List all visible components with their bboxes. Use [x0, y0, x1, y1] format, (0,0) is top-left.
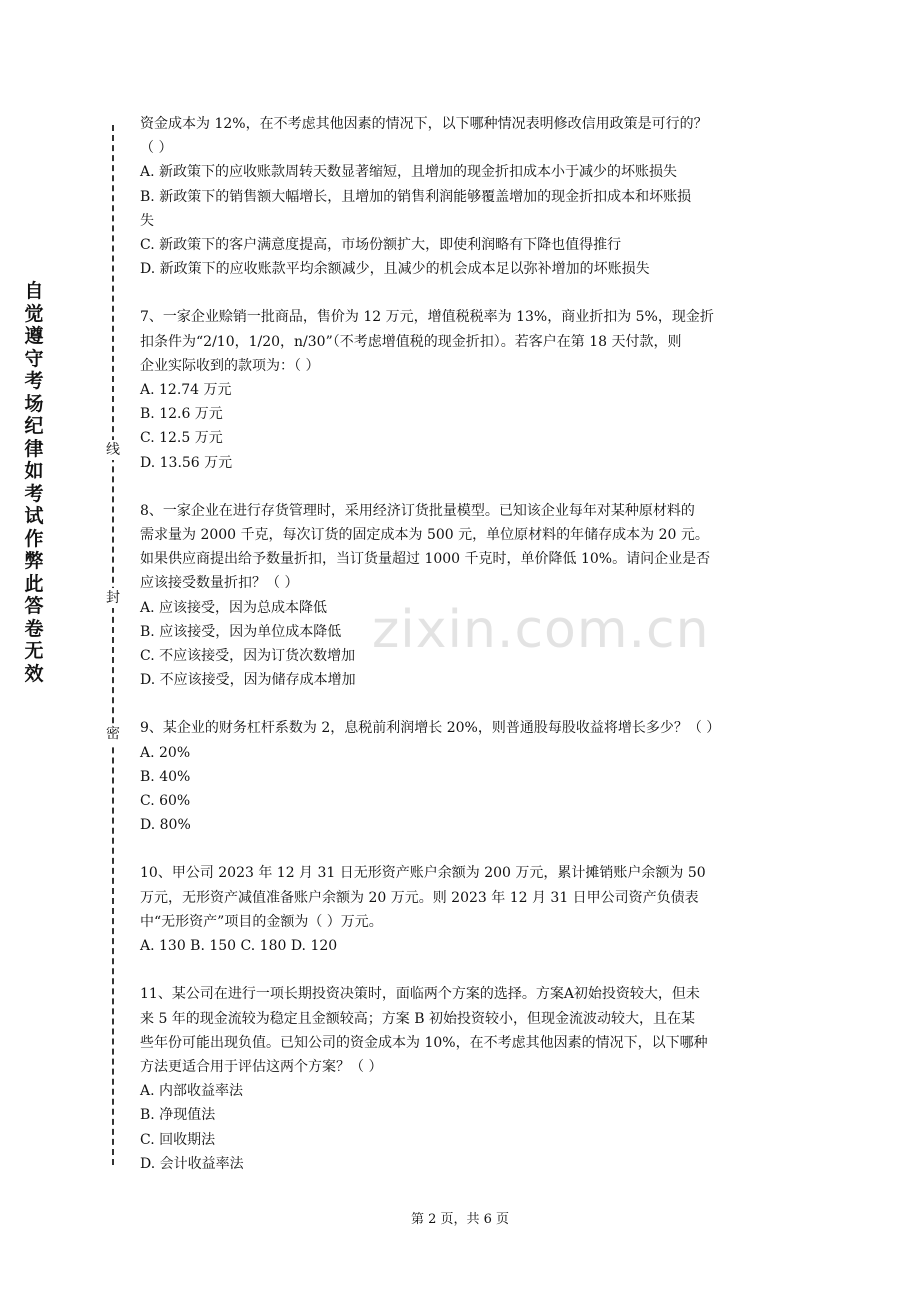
question-stem-line: 如果供应商提出给予数量折扣，当订货量超过 1000 千克时，单价降低 10%。请问企业是否 [140, 551, 711, 568]
answer-option: C. 新政策下的客户满意度提高，市场份额扩大，即使利润略有下降也值得推行 [140, 237, 622, 254]
question-block [140, 861, 790, 958]
warning-char: 纪 [24, 415, 44, 437]
seal-binding-line [112, 125, 114, 1165]
question-stem-line: 来 5 年的现金流较为稳定且金额较高；方案 B 初始投资较小，但现金流波动较大，且在某 [140, 1010, 695, 1027]
answer-option: D. 13.56 万元 [140, 454, 233, 471]
question-stem-line: 资金成本为 12%，在不考虑其他因素的情况下，以下哪种情况表明修改信用政策是可行的？ [140, 116, 708, 132]
answer-option: B. 新政策下的销售额大幅增长，且增加的销售利润能够覆盖增加的现金折扣成本和坏账损 [140, 188, 692, 205]
question-stem-line: 9、某企业的财务杠杆系数为 2，息税前利润增长 20%，则普通股每股收益将增长多少？（ ） [140, 720, 721, 737]
warning-char: 场 [24, 392, 44, 415]
question-stem-line: 些年份可能出现负值。已知公司的资金成本为 10%，在不考虑其他因素的情况下，以下哪种 [140, 1034, 708, 1051]
answer-option: C. 不应该接受，因为订货次数增加 [140, 648, 356, 665]
question-stem-line: 万元，无形资产减值准备账户余额为 20 万元。则 2023 年 12 月 31 日甲公司资产负债表 [140, 889, 699, 906]
answer-option: B. 40% [140, 768, 191, 785]
answer-option: A. 应该接受，因为总成本降低 [140, 599, 328, 616]
answer-option: D. 会计收益率法 [140, 1155, 244, 1172]
page-footer: 第 2 页，共 6 页 [410, 1212, 510, 1227]
answer-option: 失 [140, 212, 154, 229]
answer-option: C. 12.5 万元 [140, 430, 223, 447]
question-stem-line: 企业实际收到的款项为：（ ） [140, 357, 320, 374]
answer-option: A. 内部收益率法 [140, 1083, 244, 1100]
warning-char: 试 [24, 505, 44, 527]
warning-char: 如 [24, 460, 44, 482]
answer-option: D. 不应该接受，因为储存成本增加 [140, 672, 356, 689]
warning-char: 卷 [24, 617, 44, 640]
answer-option: D. 新政策下的应收账款平均余额减少，且减少的机会成本足以弥补增加的坏账损失 [140, 261, 650, 278]
question-stem-line: 中“无形资产”项目的金额为（ ）万元。 [140, 913, 383, 930]
answer-option: B. 应该接受，因为单位成本降低 [140, 623, 342, 640]
answer-option: C. 60% [140, 793, 191, 810]
warning-char: 考 [24, 482, 44, 505]
seal-label-line: 线 [103, 440, 123, 460]
exam-discipline-warning [22, 280, 46, 685]
question-stem-line: 11、某公司在进行一项长期投资决策时，面临两个方案的选择。方案A初始投资较大，但未 [140, 986, 700, 1003]
warning-char: 自 [24, 280, 44, 302]
warning-char: 遵 [24, 325, 44, 347]
answer-option: A. 130 B. 150 C. 180 D. 120 [140, 938, 338, 955]
question-stem-line: 7、一家企业赊销一批商品，售价为 12 万元，增值税税率为 13%，商业折扣为 5%，现金折 [140, 309, 714, 326]
warning-char: 此 [24, 572, 44, 595]
question-block [140, 112, 790, 281]
question-stem-line: 应该接受数量折扣？（ ） [140, 575, 299, 592]
question-block [140, 499, 790, 693]
answer-option: A. 20% [140, 744, 191, 761]
answer-option: B. 净现值法 [140, 1107, 216, 1124]
warning-char: 守 [24, 347, 44, 370]
warning-char: 答 [24, 595, 44, 617]
question-block [140, 982, 790, 1176]
answer-option: A. 新政策下的应收账款周转天数显著缩短，且增加的现金折扣成本小于减少的坏账损失 [140, 164, 678, 181]
answer-option: C. 回收期法 [140, 1131, 216, 1148]
warning-char: 效 [24, 662, 44, 685]
question-stem-line: 需求量为 2000 千克，每次订货的固定成本为 500 元，单位原材料的年储存成本为 20 元。 [140, 527, 709, 544]
warning-char: 律 [24, 437, 44, 460]
exam-content [140, 112, 790, 1176]
question-block [140, 305, 790, 474]
question-stem-line: 10、甲公司 2023 年 12 月 31 日无形资产账户余额为 200 万元，累计摊销账户余额为 50 [140, 865, 706, 882]
warning-char: 考 [24, 370, 44, 392]
seal-label-seal: 封 [103, 588, 123, 608]
question-stem-line: 方法更适合用于评估这两个方案？（ ） [140, 1058, 383, 1075]
question-stem-line: 扣条件为“2/10，1/20，n/30”（不考虑增值税的现金折扣）。若客户在第 18 天付款，则 [140, 333, 682, 350]
warning-char: 作 [24, 527, 44, 550]
answer-option: B. 12.6 万元 [140, 406, 223, 423]
seal-label-dense: 密 [103, 724, 123, 744]
question-stem-line: 8、一家企业在进行存货管理时，采用经济订货批量模型。已知该企业每年对某种原材料的 [140, 502, 695, 519]
question-stem-line: （ ） [140, 140, 173, 157]
warning-char: 觉 [24, 302, 44, 325]
watermark: zixin.com.cn [372, 600, 710, 660]
answer-option: D. 80% [140, 817, 191, 834]
answer-option: A. 12.74 万元 [140, 382, 232, 399]
warning-char: 无 [24, 640, 44, 662]
warning-char: 弊 [24, 550, 44, 572]
question-block [140, 716, 790, 837]
